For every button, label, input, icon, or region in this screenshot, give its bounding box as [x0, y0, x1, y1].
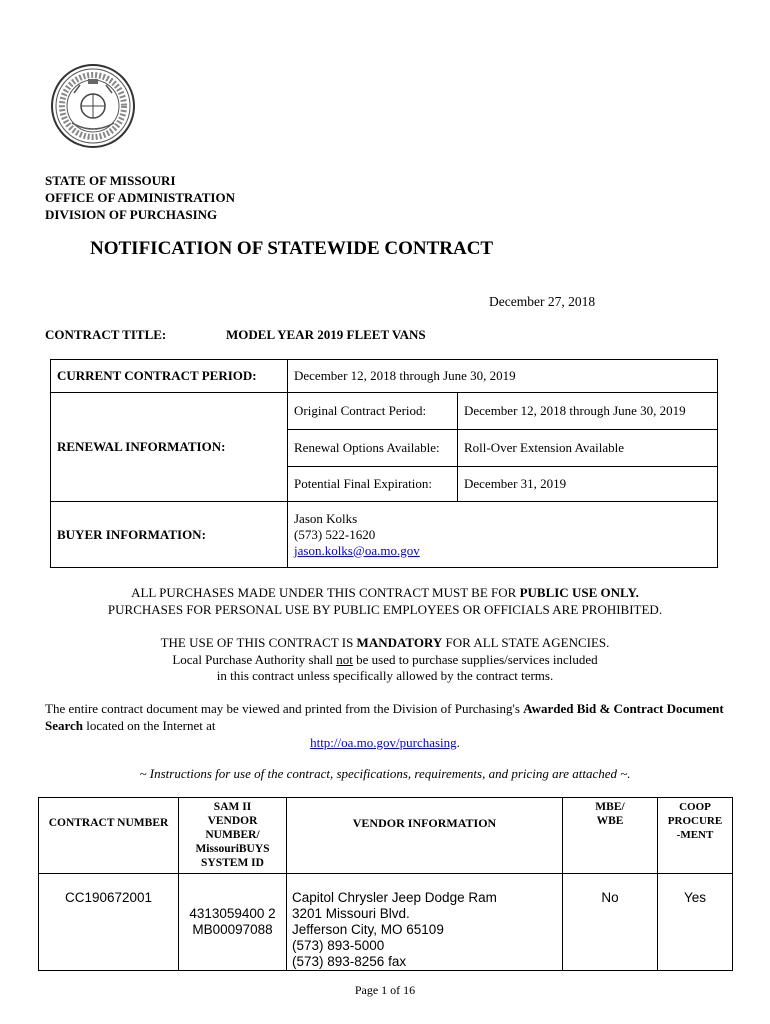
vendor-number-1: 4313059400 2: [189, 906, 276, 921]
instructions-note: ~ Instructions for use of the contract, specifications, requirements, and pricing are attached ~.: [139, 766, 631, 781]
para-bold-search: Awarded Bid & Contract Document Search: [45, 701, 724, 733]
header-line-division: DIVISION OF PURCHASING: [45, 207, 218, 222]
public-use-text: ALL PURCHASES MADE UNDER THIS CONTRACT MUST BE FOR: [131, 585, 520, 600]
vendor-fax: (573) 893-8256 fax: [292, 954, 407, 969]
col-mbe-wbe: [563, 798, 658, 874]
col-mbe-l1: MBE/: [595, 801, 625, 813]
col-vendor-number-l3: NUMBER/: [205, 829, 260, 841]
col-coop-l3: -MENT: [676, 829, 714, 841]
public-use-bold: PUBLIC USE ONLY.: [519, 585, 639, 600]
mandatory-text-a: THE USE OF THIS CONTRACT IS: [160, 635, 357, 650]
document-search-paragraph: [45, 700, 725, 751]
col-vendor-number: [179, 798, 287, 874]
col-contract-number: CONTRACT NUMBER: [39, 798, 179, 874]
table-row: [39, 874, 733, 971]
final-expiration-value: December 31, 2019: [458, 467, 718, 502]
original-period-value: December 12, 2018 through June 30, 2019: [458, 393, 718, 430]
para-text-c: located on the Internet at: [83, 718, 216, 733]
lpa-line3: in this contract unless specifically allowed by the contract terms.: [216, 668, 554, 683]
lpa-text-c: be used to purchase supplies/services included: [352, 651, 598, 667]
contract-number-cell: CC190672001: [39, 874, 179, 971]
renewal-options-value: Roll-Over Extension Available: [458, 430, 718, 467]
document-title: NOTIFICATION OF STATEWIDE CONTRACT: [90, 238, 494, 259]
para-period: .: [456, 735, 460, 750]
buyer-info-label: BUYER INFORMATION:: [51, 502, 288, 568]
purchasing-website-link[interactable]: http://oa.mo.gov/purchasing: [310, 735, 457, 750]
buyer-info-cell: [288, 502, 718, 568]
mbe-wbe-cell: No: [563, 874, 658, 971]
current-period-label: CURRENT CONTRACT PERIOD:: [51, 360, 288, 393]
public-use-notice: [0, 585, 770, 618]
vendor-name: Capitol Chrysler Jeep Dodge Ram: [292, 890, 497, 905]
lpa-text-a: Local Purchase Authority shall: [172, 651, 337, 667]
agency-header: [45, 172, 235, 223]
buyer-phone: (573) 522-1620: [294, 526, 376, 542]
buyer-email-link[interactable]: jason.kolks@oa.mo.gov: [294, 542, 420, 558]
personal-use-prohibited: PURCHASES FOR PERSONAL USE BY PUBLIC EMPLOYEES OR OFFICIALS ARE PROHIBITED.: [107, 601, 663, 617]
renewal-info-label: RENEWAL INFORMATION:: [51, 393, 288, 502]
col-coop: [658, 798, 733, 874]
col-vendor-number-l5: SYSTEM ID: [201, 857, 264, 869]
current-period-value: December 12, 2018 through June 30, 2019: [288, 360, 718, 393]
col-mbe-l2: WBE: [596, 815, 624, 827]
mandatory-text-c: FOR ALL STATE AGENCIES.: [442, 635, 610, 650]
mandatory-notice: [0, 635, 770, 685]
state-seal-logo: [50, 63, 136, 149]
vendor-number-cell: [179, 874, 287, 971]
col-vendor-number-l4: MissouriBUYS: [195, 843, 270, 855]
document-date: December 27, 2018: [489, 294, 596, 309]
para-text-a: The entire contract document may be viewed and printed from the Division of Purchasing's: [45, 701, 524, 716]
buyer-name: Jason Kolks: [294, 510, 358, 526]
original-period-label: Original Contract Period:: [288, 393, 458, 430]
col-coop-l2: PROCURE: [667, 815, 723, 827]
final-expiration-label: Potential Final Expiration:: [288, 467, 458, 502]
header-line-state: STATE OF MISSOURI: [45, 173, 176, 188]
vendor-street: 3201 Missouri Blvd.: [292, 906, 410, 921]
col-coop-l1: COOP: [679, 801, 711, 813]
vendor-table: [38, 797, 733, 971]
col-vendor-number-l2: VENDOR: [207, 815, 258, 827]
contract-title-label: CONTRACT TITLE:: [45, 327, 167, 342]
lpa-not-underlined: not: [336, 651, 353, 667]
mandatory-bold: MANDATORY: [356, 635, 443, 650]
vendor-number-2: MB00097088: [192, 922, 273, 937]
vendor-info-cell: [287, 874, 563, 971]
contract-info-table: [50, 359, 718, 568]
col-vendor-number-l1: SAM II: [213, 801, 252, 813]
coop-cell: Yes: [658, 874, 733, 971]
header-line-office: OFFICE OF ADMINISTRATION: [45, 190, 235, 205]
page-number: Page 1 of 16: [354, 983, 416, 997]
col-vendor-info: VENDOR INFORMATION: [287, 798, 563, 874]
vendor-city: Jefferson City, MO 65109: [292, 922, 444, 937]
renewal-options-label: Renewal Options Available:: [288, 430, 458, 467]
contract-title-value: MODEL YEAR 2019 FLEET VANS: [226, 327, 426, 342]
vendor-phone: (573) 893-5000: [292, 938, 385, 953]
